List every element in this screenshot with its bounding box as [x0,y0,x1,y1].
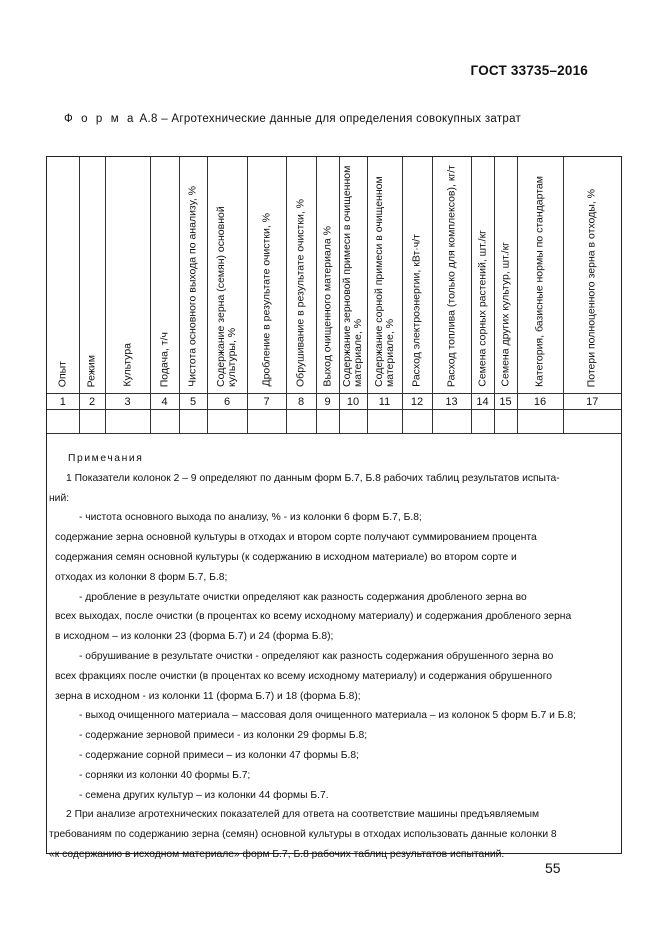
table-cell [494,410,517,434]
col-header: Семена других культур, шт./кг [494,157,517,394]
col-number: 12 [402,394,432,410]
note-line: содержания семян основной культуры (к содержанию в исходном материале) во втором сорте и [55,551,517,563]
notes-heading: Примечания [68,453,144,464]
table-cell [286,410,316,434]
col-number: 1 [47,394,79,410]
col-number: 4 [150,394,179,410]
col-header: Опыт [47,157,79,394]
col-number: 16 [517,394,563,410]
col-number: 9 [316,394,339,410]
note-line: - содержание зерновой примеси - из колонки 29 формы Б.8; [79,730,368,742]
table-cell [47,410,79,434]
table-cell [471,410,494,434]
col-number: 3 [105,394,150,410]
form-number: А.8 [139,113,158,125]
notes-section [47,449,621,865]
note-line: 2 При анализе агротехнических показателей для ответа на соответствие машины предъявляемым [66,809,540,821]
note-line: - чистота основного выхода по анализу, % - из колонки 6 форм Б.7, Б.8; [79,512,422,524]
document-header: ГОСТ 33735–2016 [470,63,588,78]
note-line: «к содержанию в исходном материале» форм Б.7, Б.8 рабочих таблиц результатов испытаний. [49,848,505,860]
col-number: 8 [286,394,316,410]
table-cell [517,410,563,434]
agrotech-table [46,156,622,860]
note-line: - дробление в результате очистки определяют как разность содержания дробленого зерна во [79,591,527,603]
col-number: 11 [367,394,402,410]
col-header: Подача, т/ч [150,157,179,394]
column-number-row [47,394,621,410]
note-line: - сорняки из колонки 40 формы Б.7; [79,769,251,781]
col-header: Потери полноценного зерна в отходы, % [563,157,621,394]
col-header: Выход очищенного материала % [316,157,339,394]
table-cell [402,410,432,434]
col-number: 14 [471,394,494,410]
col-number: 15 [494,394,517,410]
note-line: отходах из колонки 8 форм Б.7, Б.8; [55,571,228,583]
col-header: Расход электроэнергии, кВт·ч/т [402,157,432,394]
col-header: Дробление в результате очистки, % [247,157,286,394]
header-row [47,157,621,394]
table-cell [339,410,367,434]
col-header: Категория, базисные нормы по стандартам [517,157,563,394]
col-header: Содержание сорной примеси в очищенном материале, % [367,157,402,394]
table-cell [247,410,286,434]
col-header: Содержание зерновой примеси в очищенном материале, % [339,157,367,394]
form-prefix: Ф о р м а [64,113,137,125]
table-cell [179,410,207,434]
table-cell [432,410,471,434]
note-line: всех выходах, после очистки (в процентах ко всему исходному материалу) и содержания дробленого зерна [55,611,572,623]
note-line: зерна в исходном - из колонки 11 (форма Б.7) и 18 (форма Б.8); [55,690,361,702]
col-number: 6 [207,394,247,410]
col-header: Режим [79,157,105,394]
note-line: ний: [49,492,70,504]
note-line: всех фракциях после очистки (в процентах ко всему исходному материалу) и содержания обрушенного [55,670,552,682]
col-header: Содержание зерна (семян) основной культуры, % [207,157,247,394]
note-line: содержание зерна основной культуры в отходах и втором сорте получают суммированием процента [55,532,537,544]
col-header: Обрушивание в результате очистки, % [286,157,316,394]
table-cell [316,410,339,434]
col-number: 10 [339,394,367,410]
note-line: требованиям по содержанию зерна (семян) основной культуры в отходах использовать данные колонки 8 [49,829,557,841]
page-number: 55 [545,860,561,876]
table-cell [150,410,179,434]
table-cell [105,410,150,434]
col-number: 2 [79,394,105,410]
note-line: в исходном – из колонки 23 (форма Б.7) и 24 (форма Б.8); [55,631,334,643]
note-line: - семена других культур – из колонки 44 формы Б.7. [79,789,329,801]
col-number: 5 [179,394,207,410]
col-header: Семена сорных растений, шт./кг [471,157,494,394]
note-line: - выход очищенного материала – массовая доля очищенного материала – из колонок 5 форм Б.7 и Б.8; [79,710,576,722]
table-cell [367,410,402,434]
col-header: Культура [105,157,150,394]
table-cell [563,410,621,434]
data-table [47,157,621,434]
note-line: - содержание сорной примеси – из колонки 47 формы Б.8; [79,749,360,761]
table-cell [79,410,105,434]
form-title [64,113,521,125]
col-header: Расход топлива (только для комплексов), кг/т [432,157,471,394]
note-line: 1 Показатели колонок 2 – 9 определяют по данным форм Б.7, Б.8 рабочих таблиц результатов испыта- [66,472,560,484]
col-header: Чистота основного выхода по анализу, % [179,157,207,394]
table-cell [207,410,247,434]
note-line: - обрушивание в результате очистки - определяют как разность содержания обрушенного зерна во [79,650,554,662]
col-number: 7 [247,394,286,410]
col-number: 13 [432,394,471,410]
col-number: 17 [563,394,621,410]
empty-row [47,410,621,434]
form-title-text: – Агротехнические данные для определения совокупных затрат [161,113,522,125]
